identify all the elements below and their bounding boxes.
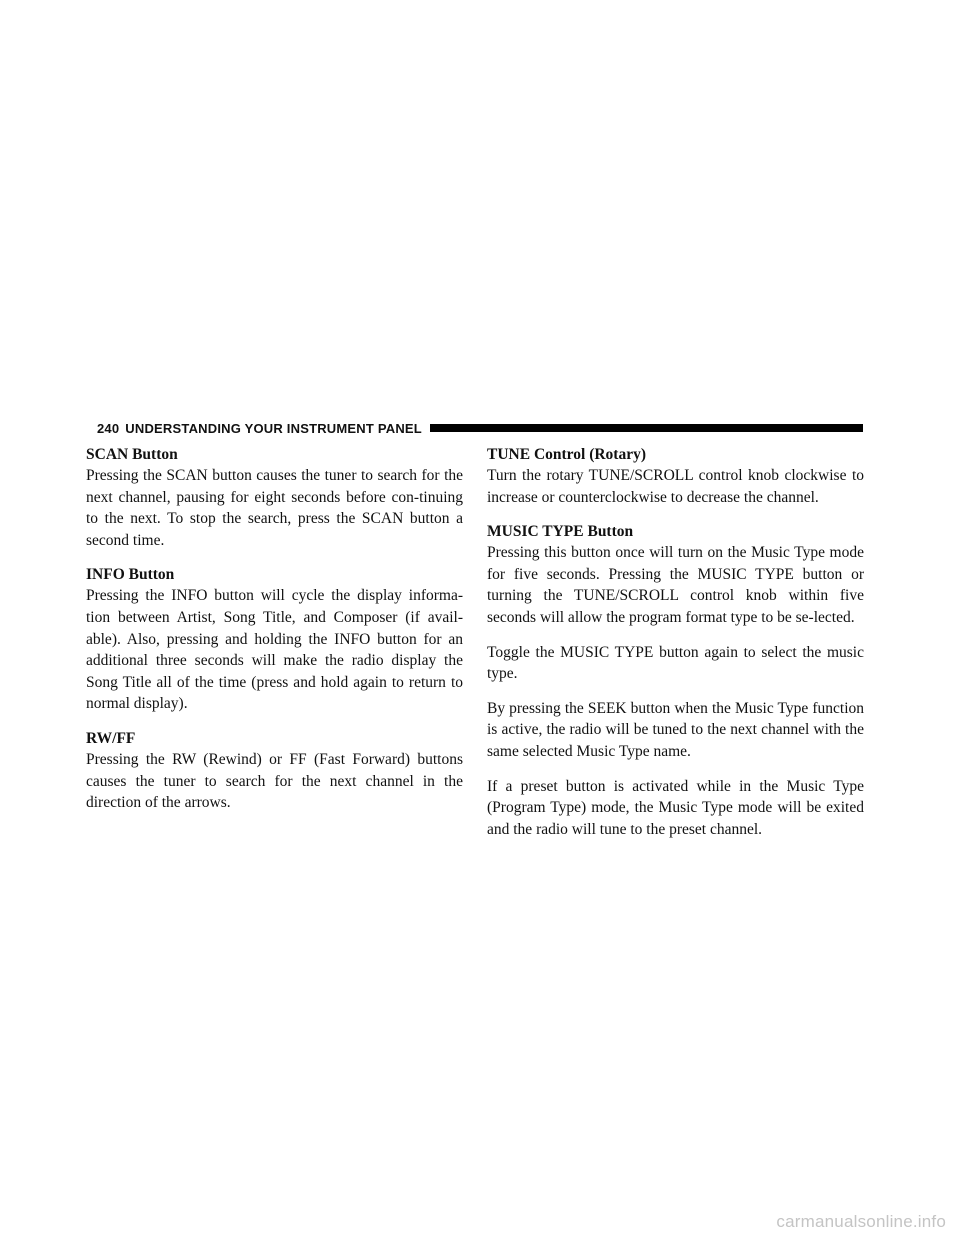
left-column <box>86 444 463 827</box>
body-paragraph: If a preset button is activated while in the Music Type (Program Type) mode, the Music Type mode will be exited and the radio will tune to the preset channel. <box>487 777 864 838</box>
rw-ff-section <box>86 728 463 814</box>
body-paragraph: Pressing the INFO button will cycle the display informa-tion between Artist, Song Title, and Composer (if avail-able). Also, pressing and holding the INFO button for an additional three seconds will make the radio display the Song Title all of the time (press and hold again to return to normal display). <box>86 587 463 713</box>
header-rule <box>430 424 863 432</box>
page-header <box>97 418 863 438</box>
body-paragraph: Pressing the RW (Rewind) or FF (Fast Forward) buttons causes the tuner to search for the next channel in the direction of the arrows. <box>86 750 463 812</box>
right-column <box>487 444 864 853</box>
tune-control-section <box>487 444 864 508</box>
body-paragraph: Toggle the MUSIC TYPE button again to select the music type. <box>487 643 864 683</box>
section-heading: RW/FF <box>86 729 136 747</box>
section-heading: MUSIC TYPE Button <box>487 523 634 541</box>
body-paragraph: Pressing this button once will turn on the Music Type mode for five seconds. Pressing the MUSIC TYPE button or turning the TUNE/SCROLL control knob within five seconds will allow the program format type to be se-lected. <box>487 544 864 626</box>
watermark: carmanualsonline.info <box>776 1212 946 1231</box>
body-paragraph: Pressing the SCAN button causes the tuner to search for the next channel, pausing for eight seconds before con-tinuing to the next. To stop the search, press the SCAN button a second time. <box>86 467 463 549</box>
info-button-section <box>86 564 463 715</box>
body-paragraph: By pressing the SEEK button when the Music Type function is active, the radio will be tuned to the next channel with the same selected Music Type name. <box>487 699 864 760</box>
section-heading: TUNE Control (Rotary) <box>487 446 647 463</box>
music-type-section <box>487 521 864 840</box>
section-heading: SCAN Button <box>86 446 178 463</box>
page-number: 240 <box>97 420 120 436</box>
scan-button-section <box>86 444 463 551</box>
section-heading: INFO Button <box>86 566 175 584</box>
body-paragraph: Turn the rotary TUNE/SCROLL control knob clockwise to increase or counterclockwise to decrease the channel. <box>487 467 864 506</box>
section-title: UNDERSTANDING YOUR INSTRUMENT PANEL <box>125 420 422 436</box>
